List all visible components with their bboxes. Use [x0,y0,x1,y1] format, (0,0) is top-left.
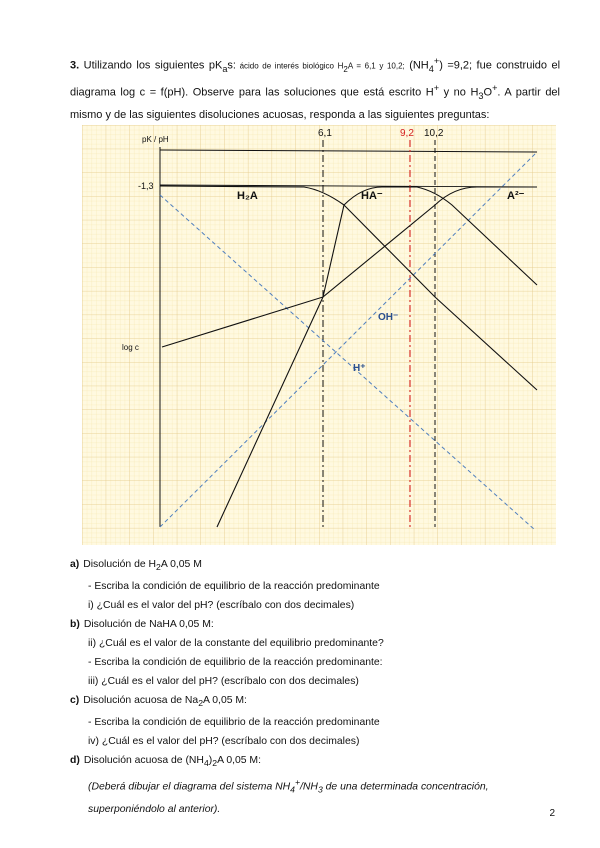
pk2-label: 10,2 [424,128,444,139]
problem-number: 3. [70,59,80,72]
h-label: H⁺ [353,363,366,374]
oh-label: OH⁻ [378,312,399,323]
question-d-item-1: (Deberá dibujar el diagrama del sistema $NH_4^+/NH_3$ de una determinada concentración, [88,777,489,795]
question-d-item-2: superponiéndolo al anterior). [88,803,221,815]
species-ha-label: HA⁻ [361,190,383,202]
pk-nh4-label: 9,2 [400,128,414,139]
question-a: a) Disolución de $H_2A$ 0,05 M [70,559,202,573]
page-number: 2 [549,808,555,819]
questions-list [70,555,570,819]
question-c: c) Disolución acuosa de $Na_2A$ 0,05 M: [70,695,247,709]
y-axis-label: pK / pH [142,135,169,144]
question-b-item-1: ii) ¿Cuál es el valor de la constante del equilibrio predominante? [88,638,384,650]
question-b-item-3: iii) ¿Cuál es el valor del pH? (escríbalo con dos decimales) [88,676,359,688]
minus-1-3-label: -1,3 [138,181,154,191]
log-c-ph-diagram [82,125,556,545]
question-b: b) Disolución de NaHA 0,05 M: [70,619,214,631]
question-b-item-2: - Escriba la condición de equilibrio de la reacción predominante: [88,657,383,669]
question-a-item-2: i) ¿Cuál es el valor del pH? (escríbalo con dos decimales) [88,600,355,612]
question-c-item-2: iv) ¿Cuál es el valor del pH? (escríbalo con dos decimales) [88,736,360,748]
question-c-item-1: - Escriba la condición de equilibrio de la reacción predominante [88,717,380,729]
question-d: d) Disolución acuosa de $(NH_4)_2A$ 0,05 M: [70,755,261,769]
pk1-label: 6,1 [318,128,332,139]
log-c-label: log c [122,343,139,352]
species-a2-label: A²⁻ [507,190,525,202]
question-a-item-1: - Escriba la condición de equilibrio de la reacción predominante [88,581,380,593]
species-h2a-label: H₂A [237,190,258,202]
intro-paragraph: 3. Utilizando los siguientes $pK_as$: ácido de interés biológico $H_2A = 6,1$ y 10,2; $(NH_4^+) =9,2$; fue construido el diagrama log c = f(pH). Observe para las soluciones que está escrito H+ y no $H_3O^+$. A partir del mismo y de las siguientes disoluciones acuosas, responda a las siguientes preguntas: [70,56,561,121]
